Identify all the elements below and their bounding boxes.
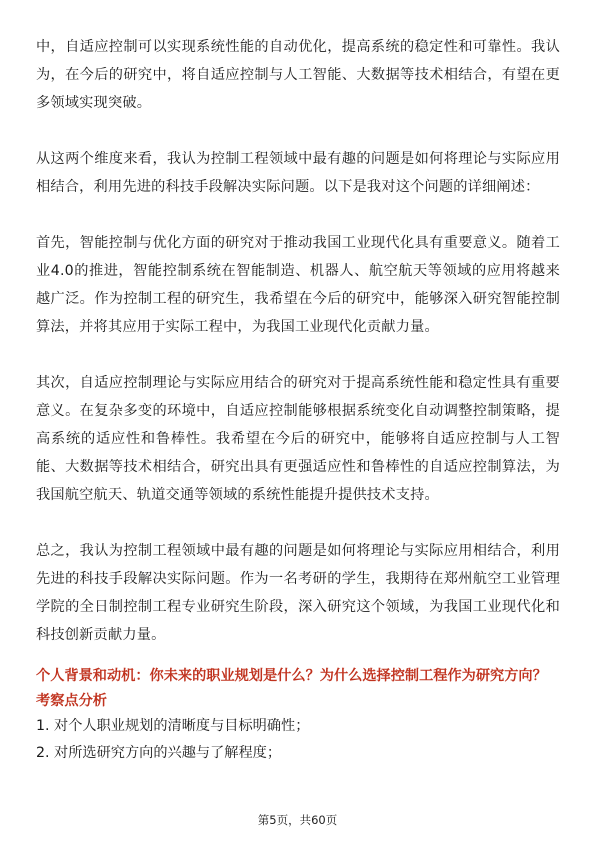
- question-section: [36, 663, 560, 767]
- page-content: [36, 33, 560, 767]
- list-item: 1. 对个人职业规划的清晰度与目标明确性；: [36, 718, 310, 734]
- paragraph-1: 中，自适应控制可以实现系统性能的自动优化，提高系统的稳定性和可靠性。我认为，在今后的研究中，将自适应控制与人工智能、大数据等技术相结合，有望在更多领域实现突破。: [36, 39, 560, 111]
- analysis-heading: 考察点分析: [36, 693, 107, 709]
- paragraph-2: 从这两个维度来看，我认为控制工程领域中最有趣的问题是如何将理论与实际应用相结合，利用先进的科技手段解决实际问题。以下是我对这个问题的详细阐述：: [36, 151, 560, 195]
- question-title: 个人背景和动机：你未来的职业规划是什么？为什么选择控制工程作为研究方向？: [36, 668, 547, 684]
- paragraph-5: 总之，我认为控制工程领域中最有趣的问题是如何将理论与实际应用相结合，利用先进的科技手段解决实际问题。作为一名考研的学生，我期待在郑州航空工业管理学院的全日制控制工程专业研究生阶段，深入研究这个领域，为我国工业现代化和科技创新贡献力量。: [36, 543, 560, 643]
- page-number: 第5页，共60页: [257, 813, 338, 827]
- paragraph-3: 首先，智能控制与优化方面的研究对于推动我国工业现代化具有重要意义。随着工业4.0的推进，智能控制系统在智能制造、机器人、航空航天等领域的应用将越来越广泛。作为控制工程的研究生，我希望在今后的研究中，能够深入研究智能控制算法，并将其应用于实际工程中，为我国工业现代化贡献力量。: [36, 235, 560, 335]
- list-item: 2. 对所选研究方向的兴趣与了解程度；: [36, 745, 282, 761]
- paragraph-4: 其次，自适应控制理论与实际应用结合的研究对于提高系统性能和稳定性具有重要意义。在复杂多变的环境中，自适应控制能够根据系统变化自动调整控制策略，提高系统的适应性和鲁棒性。我希望在今后的研究中，能够将自适应控制与人工智能、大数据等技术相结合，研究出具有更强适应性和鲁棒性的自适应控制算法，为我国航空航天、轨道交通等领域的系统性能提升提供技术支持。: [36, 375, 560, 503]
